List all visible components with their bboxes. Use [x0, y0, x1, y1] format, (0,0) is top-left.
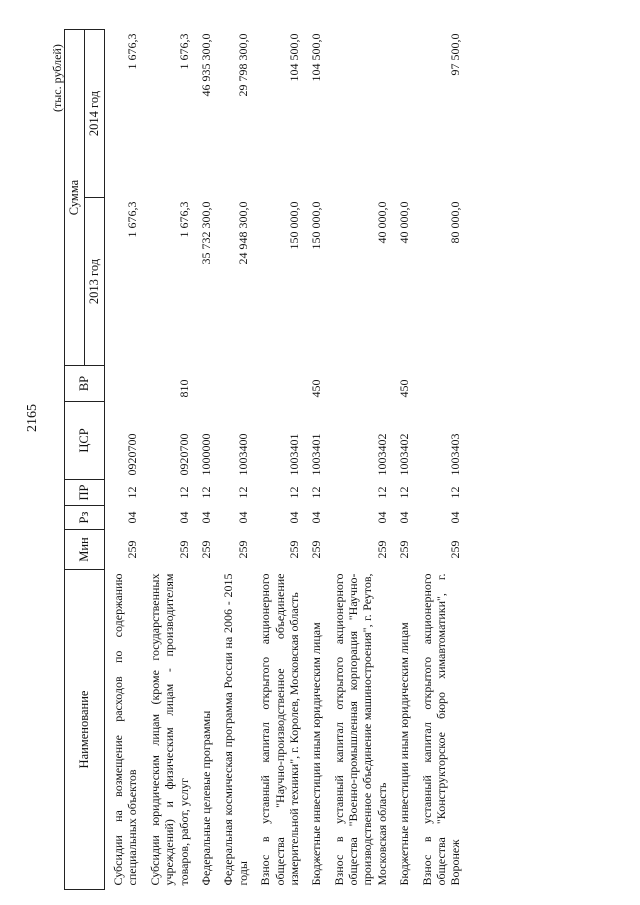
cell-min: 259	[235, 540, 250, 559]
cell-rz: 04	[309, 511, 324, 524]
cell-rz: 04	[286, 511, 301, 524]
cell-min: 259	[286, 540, 301, 559]
cell-csr: 1003401	[309, 433, 324, 476]
table-row	[105, 30, 142, 890]
cell-2014: 1 676,3	[176, 33, 191, 70]
budget-table	[64, 29, 465, 890]
units-label: (тыс. рублей)	[50, 44, 64, 112]
cell-vr	[193, 366, 215, 402]
cell-2014: 104 500,0	[309, 33, 324, 82]
cell-vr: 810	[176, 379, 191, 398]
cell-csr: 1003400	[235, 433, 250, 476]
header-vr: ВР	[65, 366, 105, 402]
cell-csr: 1003402	[397, 433, 412, 476]
header-2013: 2013 год	[85, 198, 105, 366]
cell-name: Федеральные целевые программы	[198, 710, 213, 886]
table-row	[326, 30, 392, 890]
cell-pr: 12	[235, 486, 250, 499]
cell-vr	[105, 366, 142, 402]
cell-vr	[414, 366, 465, 402]
table-header	[65, 30, 105, 890]
cell-rz: 04	[374, 511, 389, 524]
table-row	[252, 30, 303, 890]
cell-vr	[215, 366, 252, 402]
cell-2014: 29 798 300,0	[235, 33, 250, 97]
cell-pr: 12	[286, 486, 301, 499]
cell-min: 259	[176, 540, 191, 559]
cell-2013: 150 000,0	[309, 201, 324, 250]
cell-2014	[391, 30, 413, 198]
cell-2013: 1 676,3	[176, 201, 191, 238]
cell-pr: 12	[448, 486, 463, 499]
cell-rz: 04	[235, 511, 250, 524]
header-csr: ЦСР	[65, 402, 105, 480]
header-min: Мин	[65, 530, 105, 570]
cell-min: 259	[125, 540, 140, 559]
table-row	[391, 30, 413, 890]
cell-pr: 12	[198, 486, 213, 499]
cell-csr: 0920700	[125, 433, 140, 476]
header-name: Наименование	[65, 570, 105, 890]
cell-min: 259	[397, 540, 412, 559]
cell-min: 259	[448, 540, 463, 559]
cell-csr: 1000000	[198, 433, 213, 476]
cell-2013: 40 000,0	[397, 201, 412, 244]
page-number: 2165	[25, 404, 40, 432]
cell-name: Бюджетные инвестиции иным юридическим лицам	[397, 622, 412, 886]
cell-2013: 150 000,0	[286, 201, 301, 250]
cell-rz: 04	[448, 511, 463, 524]
cell-name: Взнос в уставный капитал открытого акционерного общества "Конструкторское бюро химавтоматики", г. Воронеж	[419, 573, 463, 886]
header-2014: 2014 год	[85, 30, 105, 198]
cell-name: Федеральная космическая программа России на 2006 - 2015 годы	[221, 573, 250, 886]
cell-vr	[326, 366, 392, 402]
cell-name: Бюджетные инвестиции иным юридическим лицам	[309, 622, 324, 886]
cell-2014	[326, 30, 392, 198]
cell-rz: 04	[198, 511, 213, 524]
table-row	[142, 30, 193, 890]
header-rz: Рз	[65, 506, 105, 530]
cell-2013: 35 732 300,0	[198, 201, 213, 265]
table-body	[105, 30, 465, 890]
cell-csr: 0920700	[176, 433, 191, 476]
cell-2013: 80 000,0	[448, 201, 463, 244]
cell-csr: 1003403	[448, 433, 463, 476]
cell-2014: 104 500,0	[286, 33, 301, 82]
cell-2014: 46 935 300,0	[198, 33, 213, 97]
cell-pr: 12	[309, 486, 324, 499]
cell-name: Субсидии юридическим лицам (кроме государственных учреждений) и физическим лицам - производителям товаров, работ, услуг	[147, 573, 191, 886]
cell-min: 259	[309, 540, 324, 559]
cell-min: 259	[198, 540, 213, 559]
cell-name: Взнос в уставный капитал открытого акционерного общества "Военно-промышленная корпорация "Научно-производственное объединение машиностроения", г. Реутов, Московская область	[331, 573, 389, 886]
table-row	[215, 30, 252, 890]
cell-2013: 40 000,0	[374, 201, 389, 244]
header-pr: ПР	[65, 480, 105, 506]
cell-2014: 1 676,3	[125, 33, 140, 70]
rotated-page	[8, 12, 628, 892]
header-sum: Сумма	[65, 30, 85, 366]
cell-rz: 04	[125, 511, 140, 524]
cell-csr: 1003402	[374, 433, 389, 476]
table-row	[303, 30, 325, 890]
cell-min: 259	[374, 540, 389, 559]
cell-2014: 97 500,0	[448, 33, 463, 76]
cell-name: Субсидии на возмещение расходов по содержанию специальных объектов	[111, 573, 140, 886]
cell-pr: 12	[374, 486, 389, 499]
cell-name: Взнос в уставный капитал открытого акционерного общества "Научно-производственное объединение измерительной техники", г. Королев, Московская область	[258, 573, 301, 886]
cell-pr: 12	[176, 486, 191, 499]
cell-2013: 1 676,3	[125, 201, 140, 238]
cell-csr: 1003401	[286, 433, 301, 476]
cell-rz: 04	[397, 511, 412, 524]
cell-vr: 450	[309, 379, 324, 398]
cell-vr	[252, 366, 303, 402]
table-row	[414, 30, 465, 890]
cell-rz: 04	[176, 511, 191, 524]
cell-2013: 24 948 300,0	[235, 201, 250, 265]
cell-vr: 450	[397, 379, 412, 398]
cell-pr: 12	[397, 486, 412, 499]
cell-pr: 12	[125, 486, 140, 499]
table-row	[193, 30, 215, 890]
